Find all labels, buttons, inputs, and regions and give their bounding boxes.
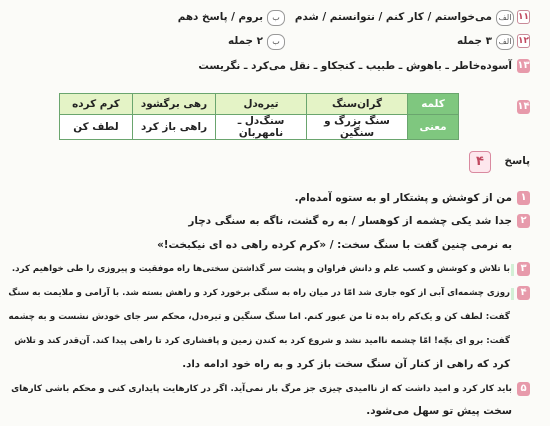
answer-heading-label: پاسخ: [504, 155, 530, 167]
answer-line: سخت پیش تو سهل می‌شود.: [366, 405, 512, 417]
option-badge: الف: [496, 34, 514, 50]
highlight-bar: [511, 264, 514, 276]
answer-text: بروم / پاسخ دهم: [177, 11, 263, 23]
table-cell: گران‌سنگ: [307, 94, 408, 115]
option-badge: ب: [267, 34, 285, 50]
answer-line: گفت: برو ای بچّه! امّا چشمه ناامید نشد و شروع کرد به کندن زمین و پافشاری کرد تا راهی پیدا کند. آن‌قدر کند و تلاش: [14, 336, 510, 346]
answer-line: روزی چشمه‌ای آبی از کوه جاری شد امّا در میان راه به سنگی برخورد کرد و راهش بسته شد. با آرامی و ملایمت به سنگ: [8, 288, 510, 298]
answer-number: ۱: [517, 191, 530, 205]
table-cell: سنگ بزرگ و سنگین: [307, 115, 408, 140]
answer-text: ۳ جمله: [457, 35, 492, 47]
table-row: [60, 115, 459, 140]
row-header: معنی: [408, 115, 459, 140]
table-cell: سنگ‌دل ـ نامهربان: [216, 115, 307, 140]
option-badge: الف: [496, 10, 514, 26]
question-number: ۱۱: [518, 12, 529, 22]
option-badge: ب: [267, 10, 285, 26]
answer-line: با تلاش و کوشش و کسب علم و دانش فراوان و پشت سر گذاشتن سختی‌ها راه موفقیت و پیروزی را طی خواهیم کرد.: [11, 264, 510, 274]
table-row: [60, 94, 459, 115]
highlight-bar: [511, 288, 514, 300]
table-cell: تیره‌دل: [216, 94, 307, 115]
answer-number: ۲: [517, 214, 530, 228]
answer-number: ۳: [517, 262, 530, 276]
answer-text: ۲ جمله: [228, 35, 263, 47]
table-cell: راهی باز کرد: [133, 115, 216, 140]
vocabulary-table: [59, 93, 459, 140]
answer-line: باید کار کرد و امید داشت که از ناامیدی چیزی جز مرگ بار نمی‌آید. اگر در کارهایت پایداری کنی و محکم باشی کارهای: [11, 384, 512, 394]
answer-line: من از کوشش و پشتکار او به ستوه آمده‌ام.: [294, 192, 512, 204]
row-header: کلمه: [408, 94, 459, 115]
answer-line: کرد که راهی از کنار آن سنگ سخت باز کرد و به راه خود ادامه داد.: [182, 359, 510, 370]
table-cell: رهی برگشود: [133, 94, 216, 115]
answer-text: آسوده‌خاطر ـ باهوش ـ طبیب ـ کنجکاو ـ نقل می‌کرد ـ نگریست: [198, 60, 512, 72]
answer-text: می‌خواستم / کار کنم / نتوانستم / شدم: [294, 11, 492, 23]
answer-line: گفت: لطف کن و یک‌کم راه بده تا من عبور کنم. اما سنگ سنگین و تیره‌دل، محکم سر جای خودش نشست و به چشمه: [8, 312, 510, 322]
table-cell: لطف کن: [60, 115, 133, 140]
answer-number: ۴: [517, 286, 530, 300]
answer-number: ۵: [517, 382, 530, 396]
question-number: ۱۲: [518, 36, 529, 46]
answer-line: جدا شد یکی چشمه از کوهسار / به ره گشت، ناگه به سنگی دچار: [188, 215, 512, 227]
question-number: ۱۳: [517, 60, 530, 71]
answer-number-badge: ۴: [469, 151, 491, 173]
answer-line: به نرمی چنین گفت با سنگ سخت: / «کرم کرده راهی ده ای نیکبخت!»: [157, 239, 512, 251]
table-cell: کرم کرده: [60, 94, 133, 115]
question-number: ۱۴: [517, 101, 530, 112]
